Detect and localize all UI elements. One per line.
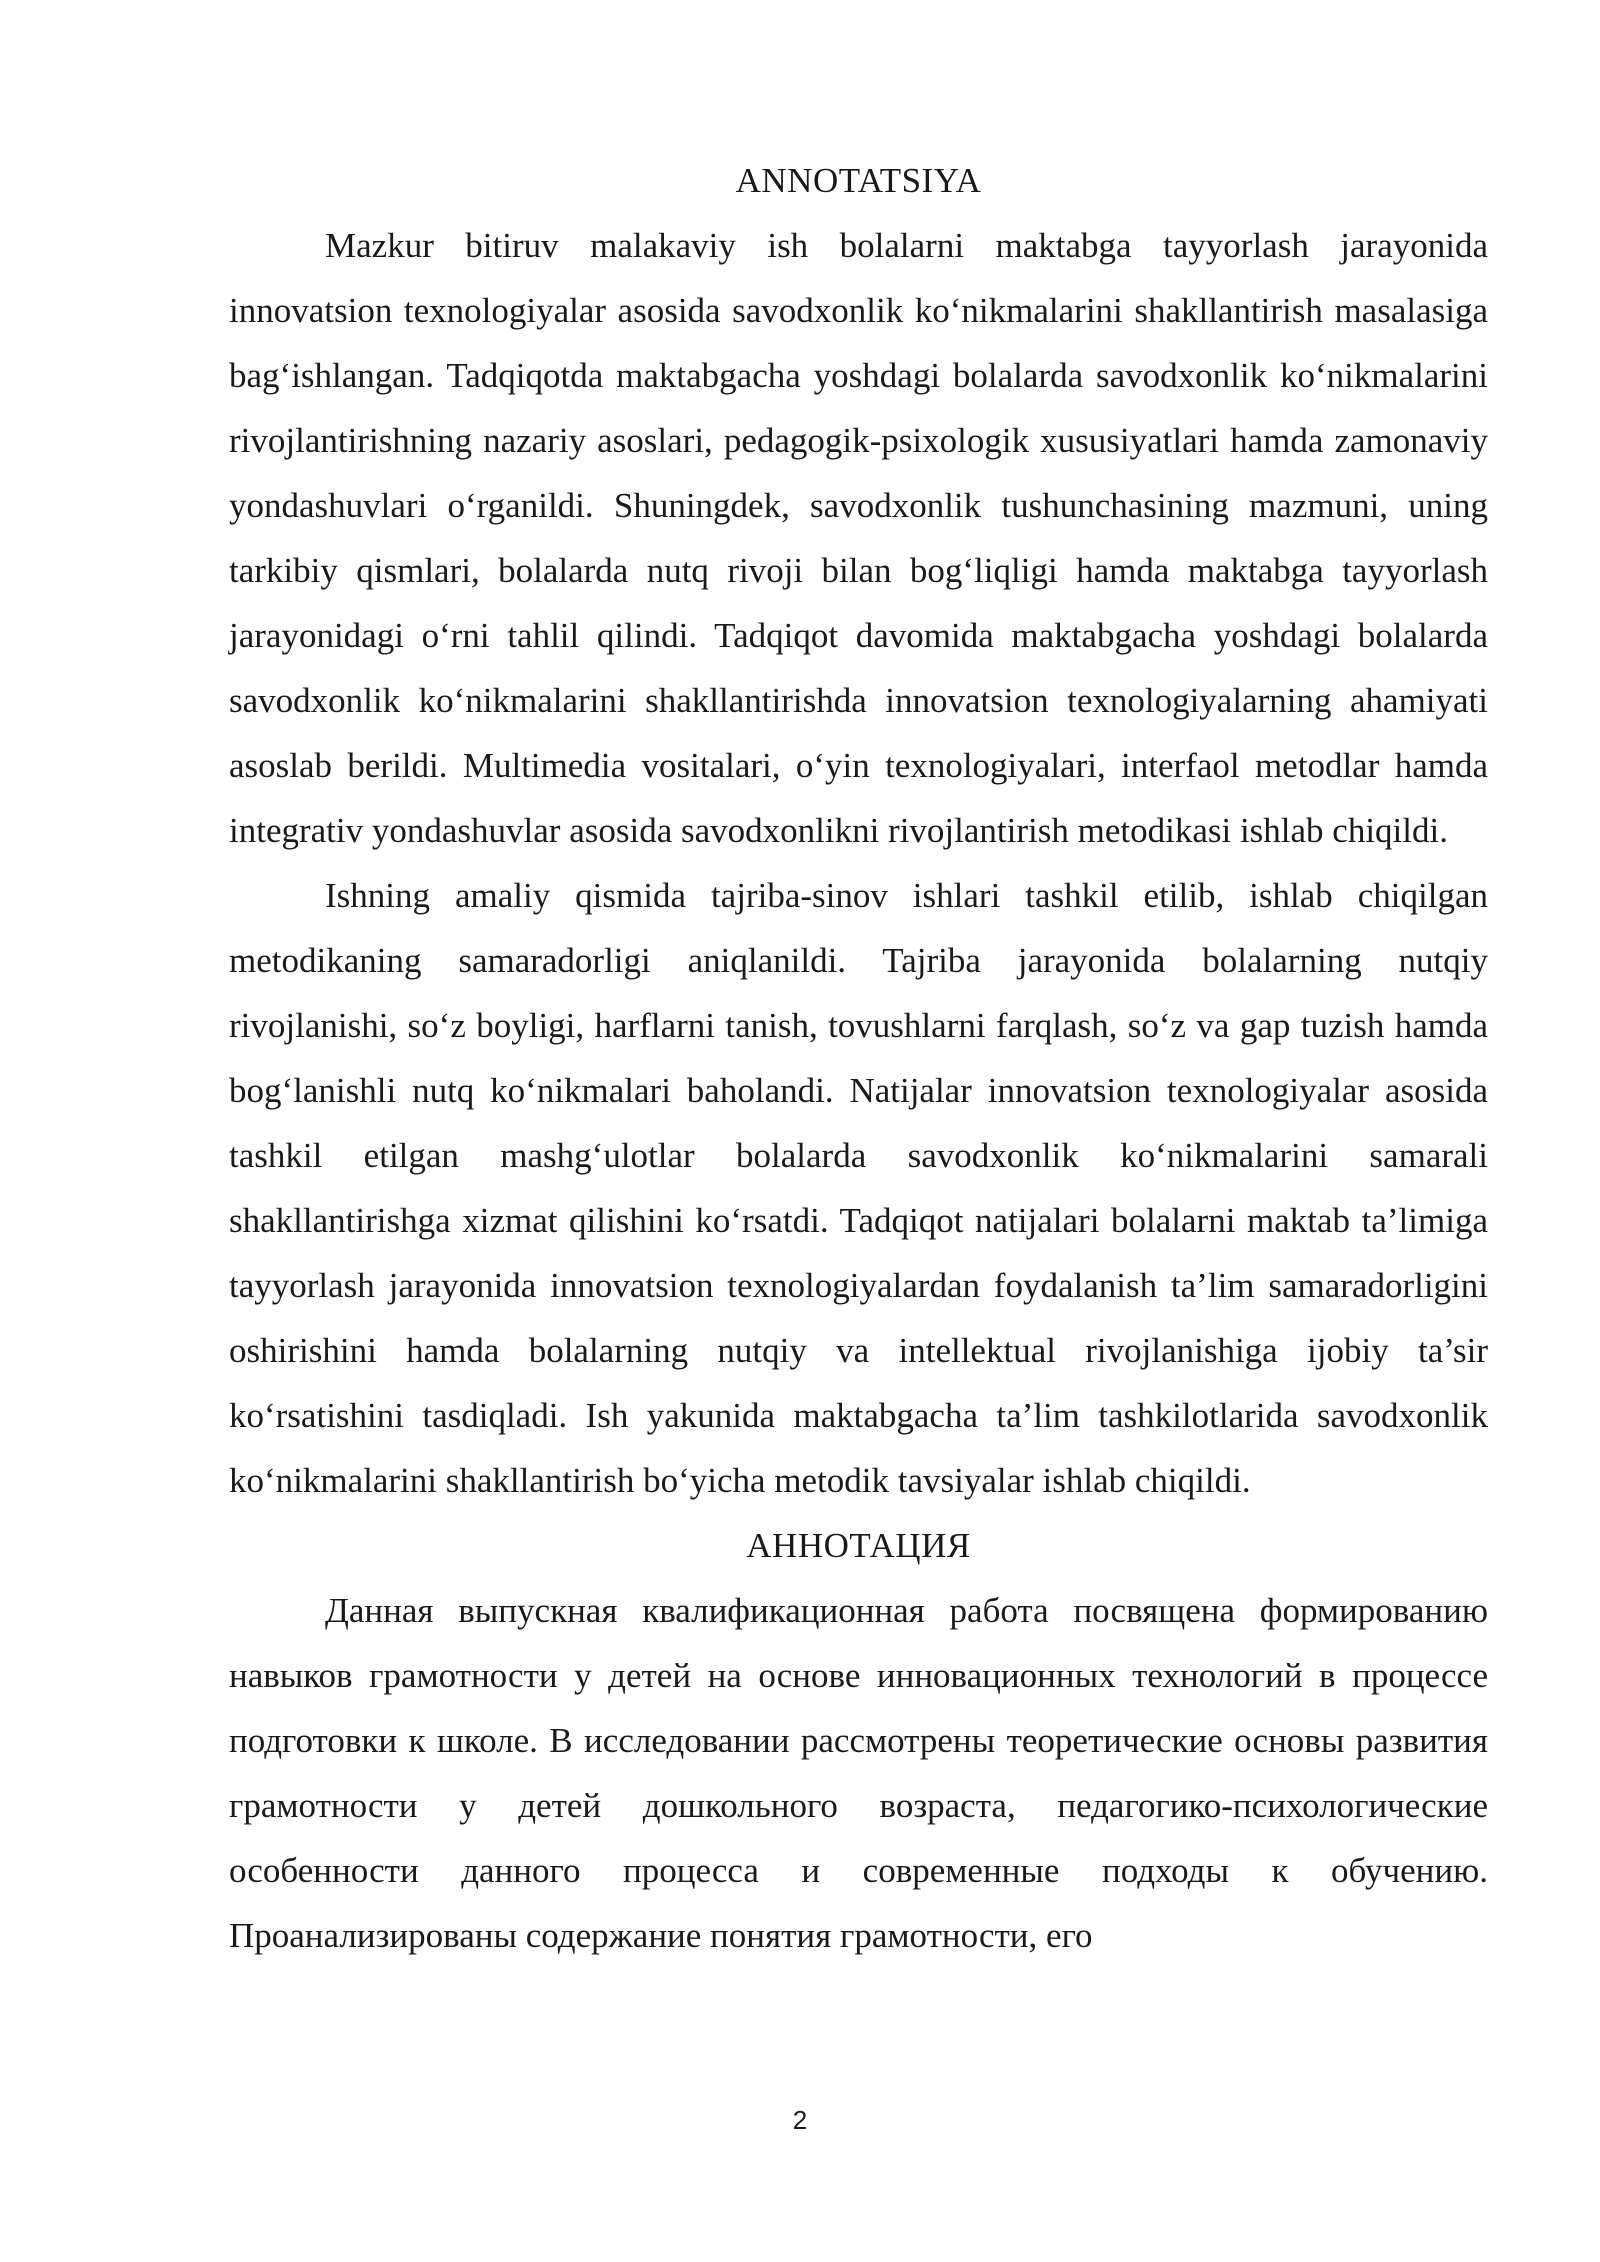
page-number: 2 (792, 2105, 808, 2135)
ru-annotation-heading: АННОТАЦИЯ (746, 1526, 971, 1565)
ru-paragraph-1: Данная выпускная квалификационная работа посвящена формированию навыков грамотности у детей на основе инновационных технологий в процессе подготовки к школе. В исследовании рассмотрены теоретические основы развития грамотности у детей дошкольного возраста, педагогико-психологические особенности данного процесса и современные подходы к обучению. Проанализированы содержание понятия грамотности, его (229, 1591, 1488, 1955)
uz-annotation-heading: ANNOTATSIYA (735, 161, 982, 200)
page-content (229, 148, 1488, 1968)
uz-paragraph-1: Mazkur bitiruv malakaviy ish bolalarni maktabga tayyorlash jarayonida innovatsion texnologiyalar asosida savodxonlik ko‘nikmalarini shakllantirish masalasiga bag‘ishlangan. Tadqiqotda maktabgacha yoshdagi bolalarda savodxonlik ko‘nikmalarini rivojlantirishning nazariy asoslari, pedagogik-psixologik xususiyatlari hamda zamonaviy yondashuvlari o‘rganildi. Shuningdek, savodxonlik tushunchasining mazmuni, uning tarkibiy qismlari, bolalarda nutq rivoji bilan bog‘liqligi hamda maktabga tayyorlash jarayonidagi o‘rni tahlil qilindi. Tadqiqot davomida maktabgacha yoshdagi bolalarda savodxonlik ko‘nikmalarini shakllantirishda innovatsion texnologiyalarning ahamiyati asoslab berildi. Multimedia vositalari, o‘yin texnologiyalari, interfaol metodlar hamda integrativ yondashuvlar asosida savodxonlikni rivojlantirish metodikasi ishlab chiqildi. (229, 226, 1488, 850)
uz-paragraph-2: Ishning amaliy qismida tajriba-sinov ishlari tashkil etilib, ishlab chiqilgan metodikaning samaradorligi aniqlanildi. Tajriba jarayonida bolalarning nutqiy rivojlanishi, so‘z boyligi, harflarni tanish, tovushlarni farqlash, so‘z va gap tuzish hamda bog‘lanishli nutq ko‘nikmalari baholandi. Natijalar innovatsion texnologiyalar asosida tashkil etilgan mashg‘ulotlar bolalarda savodxonlik ko‘nikmalarini samarali shakllantirishga xizmat qilishini ko‘rsatdi. Tadqiqot natijalari bolalarni maktab ta’limiga tayyorlash jarayonida innovatsion texnologiyalardan foydalanish ta’lim samaradorligini oshirishini hamda bolalarning nutqiy va intellektual rivojlanishiga ijobiy ta’sir ko‘rsatishini tasdiqladi. Ish yakunida maktabgacha ta’lim tashkilotlarida savodxonlik ko‘nikmalarini shakllantirish bo‘yicha metodik tavsiyalar ishlab chiqildi. (229, 876, 1488, 1500)
